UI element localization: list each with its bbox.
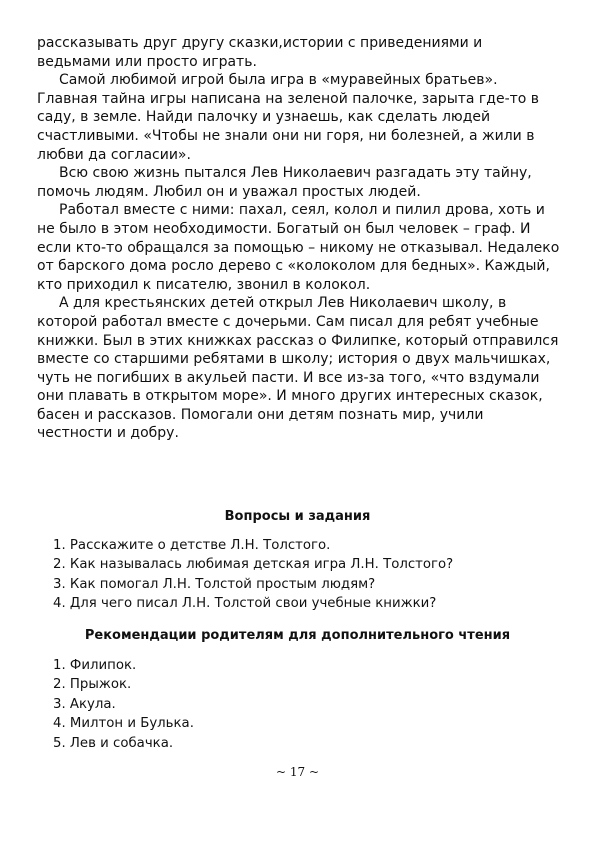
text-line: вместе со старшими ребятами в школу; история о двух мальчишках, (37, 351, 551, 368)
text-line: не было в этом необходимости. Богатый он был человек – граф. И (37, 220, 531, 237)
text-line: помочь людям. Любил он и уважал простых людей. (37, 183, 421, 200)
page-number: ~ 17 ~ (275, 765, 319, 779)
text-line: чуть не погибших в акульей пасти. И все из-за того, «что вздумали (37, 369, 540, 386)
text-line: басен и рассказов. Помогали они детям познать мир, учили (37, 406, 484, 423)
questions-heading: Вопросы и задания (224, 509, 371, 524)
paragraph-start-line: Всю свою жизнь пытался Лев Николаевич разгадать эту тайну, (59, 165, 532, 182)
list-item: 3. Акула. (53, 696, 116, 712)
questions-list (53, 536, 453, 614)
paragraph-start-line: А для крестьянских детей открыл Лев Николаевич школу, в (59, 295, 507, 312)
list-item: 1. Филипок. (53, 658, 137, 673)
recommendations-heading: Рекомендации родителям для дополнительного чтения (84, 628, 511, 643)
text-line: счастливыми. «Чтобы не знали они ни горя, ни болезней, а жили в (37, 127, 535, 144)
paragraph-start-line: Самой любимой игрой была игра в «муравейных братьев». (59, 72, 498, 89)
list-item: 5. Лев и собачка. (53, 735, 174, 751)
paragraph-start-line: Работал вместе с ними: пахал, сеял, колол и пилил дрова, хоть и (59, 202, 545, 219)
list-item: 2. Как называлась любимая детская игра Л.Н. Толстого? (53, 557, 454, 573)
list-item: 4. Для чего писал Л.Н. Толстой свои учебные книжки? (53, 596, 437, 612)
text-line: от барского дома росло дерево с «колоколом для бедных». Каждый, (37, 258, 550, 275)
list-item: 2. Прыжок. (53, 677, 132, 693)
text-line: кто приходил к писателю, звонил в колокол. (37, 276, 371, 293)
text-line: рассказывать друг другу сказки,истории с приведениями и (37, 35, 483, 51)
list-item: 4. Милтон и Булька. (53, 716, 194, 732)
text-line: если кто-то обращался за помощью – никому не отказывал. Недалеко (37, 239, 560, 256)
text-line: которой работал вместе с дочерьми. Сам писал для ребят учебные (37, 313, 539, 330)
text-line: саду, в земле. Найди палочку и узнаешь, как сделать людей (37, 109, 491, 126)
text-line: ведьмами или просто играть. (37, 53, 257, 70)
list-item: 1. Расскажите о детстве Л.Н. Толстого. (53, 538, 331, 553)
text-line: честности и добру. (37, 425, 179, 442)
text-line: любви да согласии». (37, 146, 191, 163)
text-line: Главная тайна игры написана на зеленой палочке, зарыта где-то в (37, 90, 540, 107)
recommendations-list (53, 656, 194, 753)
text-line: они плавать в открытом море». И много других интересных сказок, (37, 388, 543, 405)
text-line: книжки. Был в этих книжках рассказ о Филипке, который отправился (37, 332, 559, 349)
main-text (37, 34, 559, 443)
list-item: 3. Как помогал Л.Н. Толстой простым людям? (53, 576, 376, 592)
